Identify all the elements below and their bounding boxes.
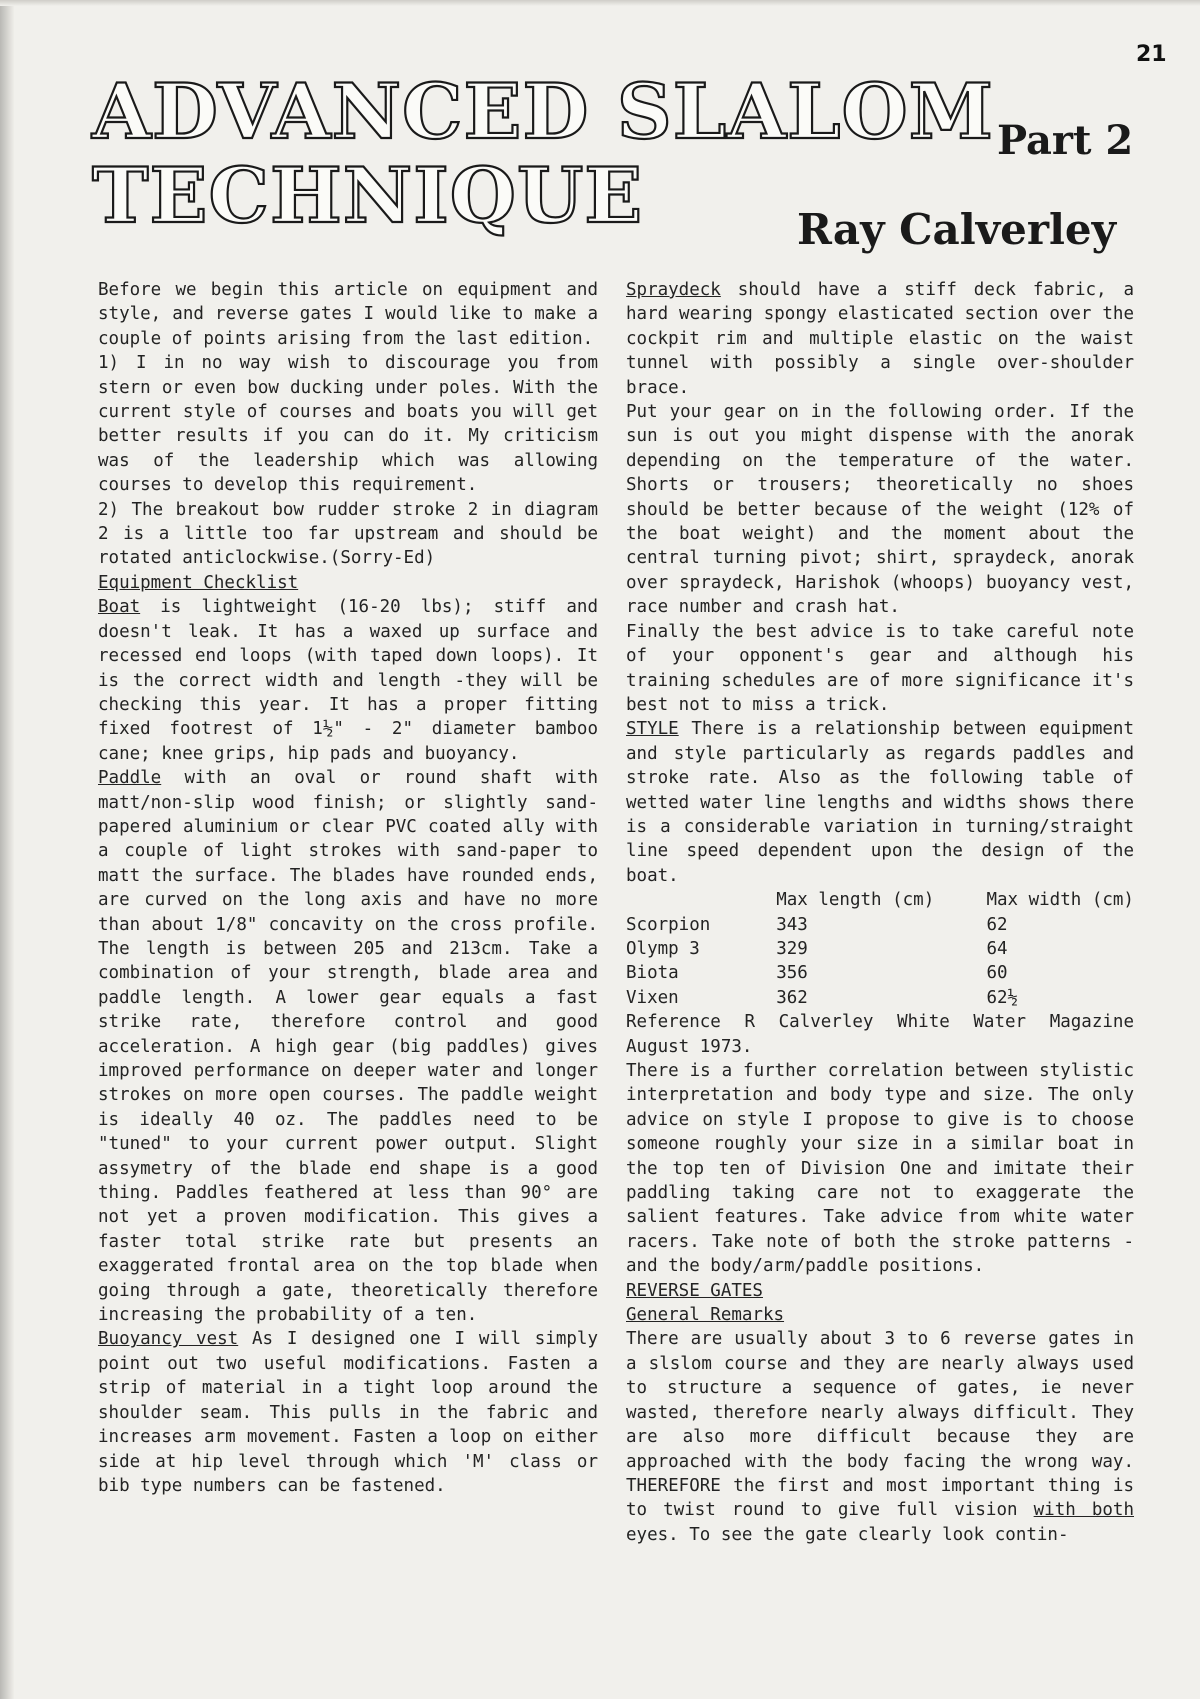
boat-name-cell: Vixen: [626, 987, 679, 1008]
page-number: 21: [1136, 42, 1167, 67]
paddle-paragraph: [98, 766, 598, 1327]
general-remarks-heading: General Remarks: [626, 1305, 785, 1326]
length-cell: 356: [776, 963, 808, 984]
boat-name-cell: Biota: [626, 963, 679, 984]
buoyancy-vest-paragraph: [98, 1327, 598, 1498]
table-header-blank: [626, 888, 776, 912]
spraydeck-paragraph: [626, 278, 1134, 400]
page-edge-shadow: [0, 0, 14, 1699]
left-column: [98, 278, 598, 1498]
style-paragraph: [626, 717, 1134, 888]
boat-name-cell: Olymp 3: [626, 938, 700, 959]
equipment-checklist-heading: Equipment Checklist: [98, 572, 299, 593]
general-remarks-paragraph: [626, 1327, 1134, 1547]
spraydeck-label: Spraydeck: [626, 280, 721, 300]
table-row: [626, 937, 1134, 961]
style-label: STYLE: [626, 719, 679, 740]
spraydeck-text: should have a stiff deck fabric, a hard wearing spongy elasticated section over the cockpit rim and multiple elastic on the waist tunnel with possibly a single over-shoulder brace.: [626, 280, 1134, 398]
boat-name-cell: Scorpion: [626, 914, 711, 935]
style-text: There is a relationship between equipment and style particularly as regards paddles and stroke rate. Also as the following table of wetted water line lengths and widths shows there is a considerable variation in turning/straight line speed dependent upon the design of the boat.: [626, 719, 1134, 886]
remarks-end-text: eyes. To see the gate clearly look contin-: [626, 1524, 1069, 1545]
remarks-text: There are usually about 3 to 6 reverse gates in a slslom course and they are nearly always used to structure a sequence of gates, ie never wasted, therefore nearly always difficult. They are also more difficult because they are approached with the body facing the wrong way. THEREFORE the first and most important thing is to twist round to give full vision: [626, 1329, 1134, 1521]
table-header-width: Max width (cm): [986, 890, 1134, 911]
length-cell: 362: [776, 987, 808, 1008]
correlation-paragraph: There is a further correlation between stylistic interpretation and body type and size. The only advice on style I propose to give is to choose someone roughly your size in a similar boat in the top ten of Division One and imitate their paddling taking care not to exaggerate the salient features. Take advice from white water racers. Take note of both the stroke patterns - and the body/arm/paddle positions.: [626, 1061, 1134, 1277]
article-title-line-2: TECHNIQUE: [92, 151, 644, 240]
page-top-shadow: [0, 0, 1200, 6]
paddle-text: with an oval or round shaft with matt/non-slip wood finish; or slightly sand-papered aluminium or clear PVC coated ally with a couple of light strokes with sand-paper to matt the surface. The blades have rounded ends, are curved on the long axis and have no more than about 1/8" concavity on the cross profile. The length is between 205 and 213cm. Take a combination of your strength, blade area and paddle length. A lower gear equals a fast strike rate, therefore control and good acceleration. A high gear (big paddles) gives improved performance on deeper water and longer strokes on more open courses. The paddle weight is ideally 40 oz. The paddles need to be "tuned" to your current power output. Slight assymetry of the blade end shape is a good thing. Paddles feathered at less than 90° are not yet a proven modification. This gives a faster total strike rate but presents an exaggerated frontal area on the top blade when going through a gate, theoretically therefore increasing the probability of a ten.: [98, 768, 598, 1326]
boat-label: Boat: [98, 597, 141, 618]
width-cell: 64: [986, 938, 1008, 959]
part-label: Part 2: [997, 117, 1134, 164]
article-title-line-1: ADVANCED SLALOM: [92, 67, 994, 156]
boat-text: is lightweight (16-20 lbs); stiff and doesn't leak. It has a waxed up surface and recessed end loops (with taped down loops). It is the correct width and length -they will be checking this year. It has a proper fitting fixed footrest of 1½" - 2" diameter bamboo cane; knee grips, hip pads and buoyancy.: [98, 597, 598, 764]
author-name: Ray Calverley: [797, 205, 1117, 254]
boat-paragraph: [98, 595, 598, 766]
table-header-length: Max length (cm): [776, 890, 935, 911]
gear-order-paragraph: Put your gear on in the following order. If the sun is out you might dispense with the anorak depending on the temperature of the water. Shorts or trousers; theoretically no shoes should be better because of the weight (12% of the boat weight) and the moment about the central turning pivot; shirt, spraydeck, anorak over spraydeck, Harishok (whoops) buoyancy vest, race number and crash hat.: [626, 402, 1134, 618]
table-header-row: [626, 888, 1134, 912]
table-row: [626, 961, 1134, 985]
length-cell: 329: [776, 938, 808, 959]
table-row: [626, 913, 1134, 937]
reverse-gates-heading: REVERSE GATES: [626, 1280, 763, 1301]
width-cell: 60: [986, 963, 1008, 984]
point-1-paragraph: 1) I in no way wish to discourage you from stern or even bow ducking under poles. With the current style of courses and boats you will get better results if you can do it. My criticism was of the leadership which was allowing courses to develop this requirement.: [98, 353, 598, 496]
buoyancy-vest-text: As I designed one I will simply point out two useful modifications. Fasten a strip of material in a tight loop around the shoulder seam. This pulls in the fabric and increases arm movement. Fasten a loop on either side at hip level through which 'M' class or bib type numbers can be fastened.: [98, 1329, 598, 1496]
buoyancy-vest-label: Buoyancy vest: [98, 1329, 239, 1350]
boat-dimensions-table: [626, 888, 1134, 1010]
width-cell: 62: [986, 914, 1008, 935]
width-cell: 62½: [986, 987, 1019, 1008]
finally-paragraph: Finally the best advice is to take careful note of your opponent's gear and although his training schedules are of more significance it's best not to miss a trick.: [626, 621, 1134, 715]
remarks-underlined-text: with both: [1033, 1500, 1134, 1521]
intro-paragraph: Before we begin this article on equipment and style, and reverse gates I would like to make a couple of points arising from the last edition.: [98, 280, 598, 349]
table-row: [626, 986, 1134, 1010]
point-2-paragraph: 2) The breakout bow rudder stroke 2 in diagram 2 is a little too far upstream and should be rotated anticlockwise.(Sorry-Ed): [98, 499, 598, 569]
paddle-label: Paddle: [98, 768, 162, 789]
length-cell: 343: [776, 914, 808, 935]
right-column: [626, 278, 1134, 1547]
reference-paragraph: Reference R Calverley White Water Magazine August 1973.: [626, 1012, 1134, 1057]
